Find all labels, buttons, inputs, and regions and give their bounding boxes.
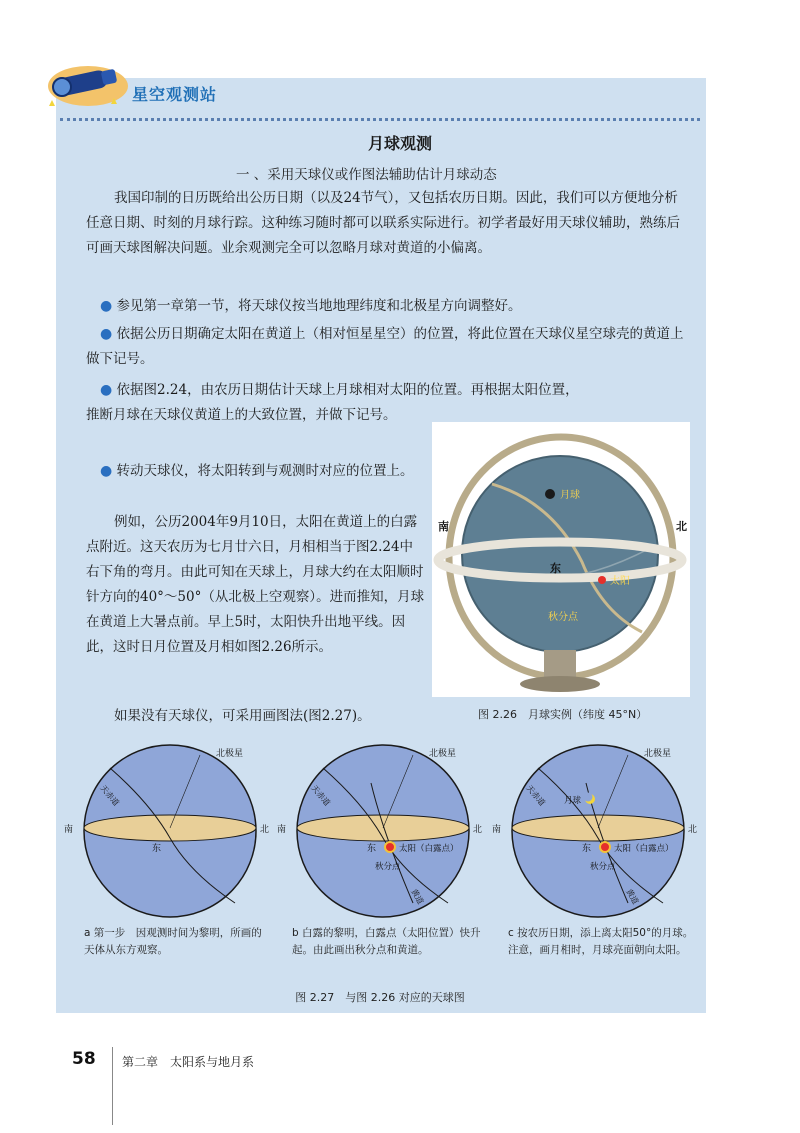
diagram-b [277,743,483,921]
bullet-3-continued: 推断月球在天球仪黄道上的大致位置，并做下记号。 [86,407,397,423]
dotted-divider [60,114,700,121]
diagram-c-north: 北 [688,825,698,835]
diagram-b-sun: 太阳（白露点） [399,844,459,854]
diagram-c-caption: c 按农历日期，添上离太阳50°的月球。注意，画月相时，月球亮面朝向太阳。 [508,927,694,956]
diagram-b-equator: 天赤道 [309,783,332,808]
diagram-a [64,743,270,921]
paragraph-intro: 我国印制的日历既给出公历日期（以及24节气），又包括农历日期。因此，我们可以方便地分析任意日期、时刻的月球行踪。这种练习随时都可以联系实际进行。初学者最好用天球仪辅助，熟练后可画天球图解决问题。业余观测完全可以忽略月球对黄道的小偏离。 [86,190,680,256]
diagram-a-east: 东 [152,844,162,854]
bullet-4-text: 转动天球仪，将太阳转到与观测时对应的位置上。 [116,463,414,479]
footer-divider [112,1047,113,1125]
diagram-a-north: 北 [260,825,270,835]
photo-label-east: 东 [550,562,561,575]
diagram-c-moon: 月球 [564,796,582,806]
bullet-icon: ● [100,382,113,398]
diagram-b-caption: b 白露的黎明，白露点（太阳位置）快升起。由此画出秋分点和黄道。 [292,927,481,956]
diagram-c-polaris: 北极星 [644,749,672,759]
diagram-c-equator: 天赤道 [524,783,547,808]
photo-label-moon: 月球 [560,490,580,501]
diagram-c-sun: 太阳（白露点） [614,844,674,854]
bullet-1 [86,294,686,319]
diagram-a-south: 南 [64,825,74,835]
diagram-c [492,743,698,921]
telescope-logo-icon [44,60,132,110]
bullet-icon: ● [100,298,113,314]
page-title: 月球观测 [367,134,432,153]
diagram-b-north: 北 [473,825,483,835]
bullet-3-text: 依据图2.24，由农历日期估计天球上月球相对太阳的位置。再根据太阳位置， [116,382,579,398]
diagram-c-east: 东 [582,844,592,854]
bullet-icon: ● [100,463,113,479]
photo-caption: 图 2.26 月球实例（纬度 45°N） [478,708,648,721]
bullet-2-text: 依据公历日期确定太阳在黄道上（相对恒星星空）的位置，将此位置在天球仪星空球壳的黄道上做下记号。 [86,326,684,367]
diagram-b-autumn: 秋分点 [375,862,401,872]
bullet-3 [86,378,686,403]
paragraph-drawing: 如果没有天球仪，可采用画图法(图2.27)。 [114,708,371,724]
celestial-globe-photo [432,422,690,697]
diagram-b-ecliptic: 黄道 [409,887,426,906]
photo-label-autumn: 秋分点 [548,612,578,623]
bullet-4 [86,459,426,484]
diagram-b-polaris: 北极星 [429,749,457,759]
chapter-title: 第二章 太阳系与地月系 [122,1055,255,1069]
photo-label-sun: 太阳 [610,576,630,587]
photo-label-north: 北 [676,520,687,533]
diagram-a-polaris: 北极星 [216,749,244,759]
diagram-c-ecliptic: 黄道 [624,887,641,906]
photo-label-south: 南 [438,520,449,533]
paragraph-example: 例如，公历2004年9月10日，太阳在黄道上的白露点附近。这天农历为七月廿六日，月相相当于图2.24中右下角的弯月。由此可知在天球上，月球大约在太阳顺时针方向的40°～50°（从北极上空观察）。进而推知，月球在黄道上大暑点前。早上5时，太阳快升出地平线。因此，这时日月位置及月相如图2.26所示。 [86,514,425,655]
diagram-b-east: 东 [367,844,377,854]
diagram-b-south: 南 [277,825,287,835]
subtitle: 一 、采用天球仪或作图法辅助估计月球动态 [236,167,497,183]
section-title: 星空观测站 [132,85,218,104]
diagram-a-equator: 天赤道 [98,783,121,808]
diagram-a-caption: a 第一步 因观测时间为黎明，所画的天体从东方观察。 [84,927,262,956]
bullet-icon: ● [100,326,113,342]
page-number: 58 [72,1049,96,1069]
bullet-1-text: 参见第一章第一节，将天球仪按当地地理纬度和北极星方向调整好。 [116,298,522,314]
figure-caption: 图 2.27 与图 2.26 对应的天球图 [295,991,465,1004]
diagram-c-autumn: 秋分点 [590,862,616,872]
bullet-2 [86,322,686,372]
diagram-c-south: 南 [492,825,502,835]
